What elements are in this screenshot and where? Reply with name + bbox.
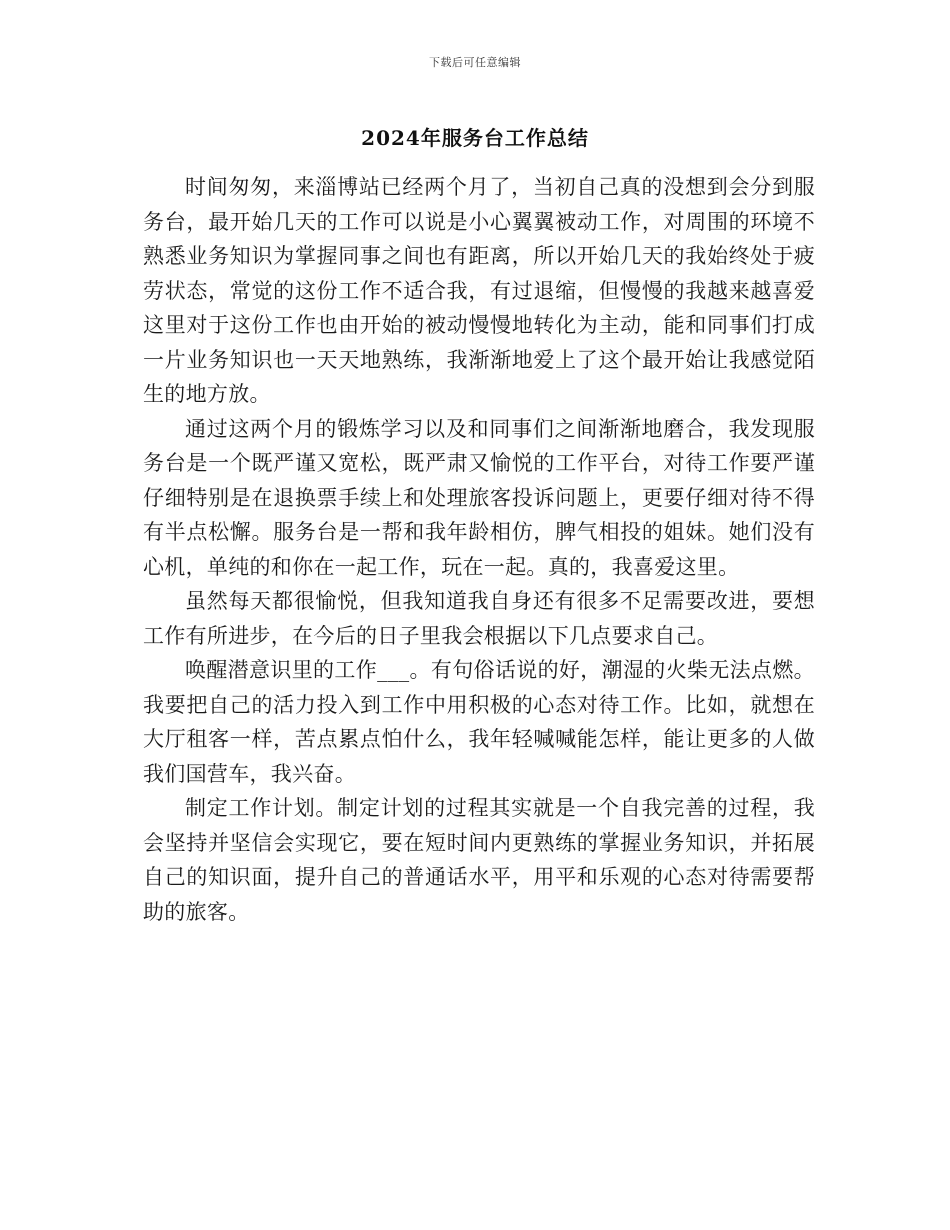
document-title: 2024年服务台工作总结: [361, 126, 589, 150]
document-body: [143, 170, 815, 929]
paragraph: 虽然每天都很愉悦，但我知道我自身还有很多不足需要改进，要想工作有所进步，在今后的日子里我会根据以下几点要求自己。: [143, 589, 815, 648]
paragraph: 唤醒潜意识里的工作___。有句俗话说的好，潮湿的火柴无法点燃。我要把自己的活力投入到工作中用积极的心态对待工作。比如，就想在大厅租客一样，苦点累点怕什么，我年轻喊喊能怎样，能让更多的人做我们国营车，我兴奋。: [143, 658, 815, 786]
paragraph: 通过这两个月的锻炼学习以及和同事们之间渐渐地磨合，我发现服务台是一个既严谨又宽松，既严肃又愉悦的工作平台，对待工作要严谨仔细特别是在退换票手续上和处理旅客投诉问题上，更要仔细对待不得有半点松懈。服务台是一帮和我年龄相仿，脾气相投的姐妹。她们没有心机，单纯的和你在一起工作，玩在一起。真的，我喜爱这里。: [143, 416, 815, 579]
paragraph: 制定工作计划。制定计划的过程其实就是一个自我完善的过程，我会坚持并坚信会实现它，要在短时间内更熟练的掌握业务知识，并拓展自己的知识面，提升自己的普通话水平，用平和乐观的心态对待需要帮助的旅客。: [143, 796, 815, 924]
paragraph: 时间匆匆，来淄博站已经两个月了，当初自己真的没想到会分到服务台，最开始几天的工作可以说是小心翼翼被动工作，对周围的环境不熟悉业务知识为掌握同事之间也有距离，所以开始几天的我始终处于疲劳状态，常觉的这份工作不适合我，有过退缩，但慢慢的我越来越喜爱这里对于这份工作也由开始的被动慢慢地转化为主动，能和同事们打成一片业务知识也一天天地熟练，我渐渐地爱上了这个最开始让我感觉陌生的地方放。: [143, 175, 815, 406]
header-note: 下载后可任意编辑: [429, 56, 521, 69]
